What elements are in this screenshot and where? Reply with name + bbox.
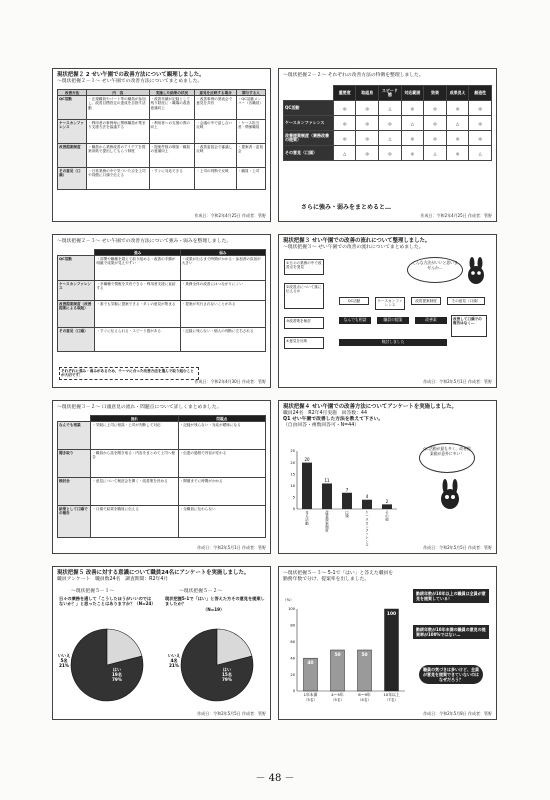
y-tick-label: 15 [290,472,295,477]
pie-label: はい 19名 79% [111,667,123,682]
data-label: 11 [324,477,330,483]
slide-title: 現状把握４ せい午園での改善方法についてアンケートを実施しました。 [283,404,457,410]
slide-subtitle: ～現状把握２－２～ それぞれの改善方法の特徴を整理しました。 [283,73,424,78]
flow-dark-box: 検討しました [339,339,447,346]
table-row: ケースカンファレンス ◎ ◎ ◎ △ ◎ △ ◎ [284,116,492,131]
bar [382,504,392,509]
table-header: 弱み [180,250,265,256]
x-tick-label: Q C 活動 [305,510,309,526]
data-label: 40 [307,661,314,667]
table-header: 実施した結果の状況 [149,90,195,96]
bar [362,500,372,509]
proposal-rate-bar-chart [281,587,409,715]
x-tick-label: 1年未満 [303,692,318,697]
x-tick-label: 改善提案制度 [325,510,329,533]
table-row: 改善提案制度 ・職員から業務改善のアイデアを提案用紙で提出してもらう制度 ・提案件数の増加・職員の意識向上 ・改善委員会で審議し反映 ・提案者・委員会 [58,144,266,168]
y-tick-label: 40 [290,656,295,661]
y-tick-label: 20 [290,672,295,677]
survey-question: 現状把握5-1で「はい」と答えた方その意見を提案しましたか？ [165,596,265,607]
table-row: 改善提案制度（改善提案による取組） ・誰でも気軽に提案できる・多くの意見が集まる ・提案が実行されないことがある [58,301,266,328]
flow-step: ②改善点について誰に伝えるか [284,283,324,309]
y-tick-label: 5 [292,495,295,500]
table-row: その意見（口頭） ・すぐに伝えられる・スピード感がある ・記録に残らない・個人の判断に左右される [58,328,266,352]
y-tick-label: 10 [290,484,295,488]
slide-survey-methods [278,400,497,554]
slide-subtitle: ～現状把握５－３～ 5-1で「はい」と答えた職員を勤務年数で分け、提案率を出しました。 [283,571,394,582]
table-header: 成果見え [446,86,469,101]
data-label: 2 [385,498,389,504]
callout-bubble: 職員の気づきは多いけど、全員が意見を提案できていないのはなぜだろう？ [419,665,483,684]
slide-improvement-methods [52,68,271,222]
slide-title: 現状把握２ 2 せい午園での政善方法について観理しました。 [57,72,205,78]
methods-bar-chart [283,439,403,547]
data-label: 4 [365,494,369,500]
table-header: 強み [95,250,180,256]
data-label: 50 [361,653,368,658]
table-header: 対応範囲 [401,86,424,101]
table-row: ケースカンファレンス ・利用者の事例毎に関係職員が集まり支援方法を協議する ・利用者への支援の質の向上 ・会議の中で話し合い反映 ・ケース担当者・関係職員 [58,120,266,144]
sub-heading: ～現状把握５－１～ [71,589,115,594]
table-header: 重要度 [333,86,356,101]
slide-proposal-rate [278,566,497,720]
callout-box: 勤続年数が10年以上の職員は全員が意見を提案している！ [413,589,489,603]
x-tick-label: 6〜9年 [358,692,371,697]
flow-problem-table [57,415,266,538]
flow-dark-box: 改善案 [415,317,447,324]
x-tick-label: 口頭 [345,510,349,519]
flow-step: ④意見を反映 [284,337,324,349]
slide-footer: 作成日：令和2年5月8日 作成者：管野 [423,711,492,716]
y-tick-label: 0 [292,689,295,694]
slide-method-evaluation [278,68,497,222]
y-axis-label: （%） [283,598,294,602]
slide-footer: 作成日：令和2年5月1日 作成者：管野 [197,545,266,550]
x-tick-sublabel: （5名） [330,698,345,702]
table-header: 内 容 [87,90,149,96]
slide-awareness-survey [52,566,271,720]
bar [322,483,332,509]
slide-oral-opinion-flow [52,400,271,554]
survey-meta: 職員アンケート 職員数24名 調査期間：R2年4月 [57,577,169,582]
table-row: QC活動 ・部署や職種を超えて取り組める・改善の手順が明確で成果が見えやすい ・成果が出るまで時間がかかる・参加者の負担が大きい [58,256,266,281]
survey-question: Q1 せい午園で改善した方法を教えて下さい。 [283,417,384,422]
x-tick-label: ケースカンファレンス [365,510,369,547]
table-header: 改善方法 [58,90,87,96]
x-tick-sublabel: （5名） [303,698,318,702]
slide-footer: 作成日：令和2年4月30日 作成者：管野 [194,379,266,384]
mascot-icon [437,479,463,513]
side-note-box: 改善して口頭での報告はなく… [451,315,487,337]
strength-weakness-table [57,249,266,352]
pie-label: いいえ 4名 21% [167,653,181,668]
survey-question: 日々の業務を通して「こうしたほうがいいのではないか？」と思ったことはありますか？（N=24） [59,596,156,607]
slide-footer: 作成日：令和2年5月1日 作成者：管野 [423,379,492,384]
table-row: 結果として口頭での報告 ・口頭で結果を職員に伝える ・全職員に伝わらない [58,506,266,538]
table-row: 改善提案制度（業務改善の提案） ◎ ◎ △ ◎ ◎ ◎ ◎ [284,131,492,146]
bar [385,609,399,691]
table-header: 問題点 [178,416,265,422]
slide-subtitle: ～現状把握３～ せい午園での改善の流れについてまとめました。 [283,245,424,250]
method-item: 改善提案制度 [411,297,441,305]
y-tick-label: 100 [288,607,295,612]
sub-heading: ～現状把握５－２～ [179,589,223,594]
y-tick-label: 0 [292,507,295,512]
data-label: 100 [386,612,397,617]
table-header: 意見を反映する場合 [195,90,237,96]
table-row: なんでも相談 ・気軽に上司に相談・上司が判断して対応 ・記録が残らない・対応が曖昧になる [58,422,266,450]
flow-step: ①日々の業務の中で改善点を発見 [284,259,324,275]
speech-bubble: QC活動が最も多く、改善提案箱が意外に多い！ [419,443,475,473]
data-label: 50 [334,653,341,658]
table-header: 取組易 [356,86,379,101]
speech-bubble: こんな方法がいいと思いませんか… [407,257,463,283]
slide-footer: 作成日：令和2年4月25日 作成者：管野 [194,213,266,218]
table-header: 創造性 [469,86,492,101]
survey-question-sub: （自由回答・複数回答可・N=44） [283,423,360,428]
method-item: ケースカンファレンス [375,297,405,310]
awareness-pie-chart [55,613,159,713]
x-tick-label: 10年以上 [383,692,400,697]
data-label: 7 [345,487,349,493]
x-tick-sublabel: （4名） [357,698,372,702]
x-tick-sublabel: （7名） [384,698,399,702]
x-tick-label: その他 [385,510,389,522]
table-header: 効果 [424,86,447,101]
flow-step: ③改善策を検討 [284,317,324,329]
flow-dark-box: なんでも相談 [339,317,371,324]
y-tick-label: 20 [290,460,295,465]
summary-caption: さらに強み・弱みをまとめると… [301,204,392,211]
method-item: その意見（口頭） [447,297,485,305]
data-label: 20 [304,457,310,463]
methods-table [57,89,266,190]
flow-dark-box: 職員の提案 [377,317,409,324]
slide-subtitle: ～現状把握３－２～ 口頭意見の流れ・問題点について詳しくまとめました。 [57,405,222,410]
table-row: 聞き取り ・職員から話を聞き取る・内容をまとめて上司へ報告 ・伝達の過程で内容が変わる [58,450,266,478]
slide-subtitle: ～現状把握２－３～ せい午園での改善方法について強み・弱みを整理しました。 [57,239,232,244]
survey-count: （N=19） [203,607,225,612]
table-header: 流れ [91,416,178,422]
bar [302,463,312,509]
table-row: QC活動 ◎ ◎ △ ◎ ◎ ◎ ◎ [284,101,492,116]
bar [342,493,352,509]
method-item: QC活動 [339,297,369,305]
pie-label: はい 15名 79% [221,667,233,682]
callout-box: 勤続年数が10年未満の職員の意見の提案率が100%ではない… [413,625,489,639]
proposal-pie-chart [165,613,269,713]
y-tick-label: 80 [290,623,295,628]
slide-subtitle: ～現状把握２－１～ せい午園での改善方法についてまとめました。 [57,79,203,84]
table-row: ケースカンファレンス ・多職種で情報を共有できる・利用者支援に直結する ・業務全体の改善にはつながりにくい [58,281,266,301]
slide-title: 現状把握３ せい午園での改善の流れについて整理しました。 [283,238,431,244]
table-row: その意見（口頭） ・日常業務の中で気づいた点を上司や同僚に口頭で伝える ・すぐに対応できる ・上司の判断で反映 ・職員・上司 [58,168,266,190]
note-box: それぞれに強み・弱みがあるため、テーマに合った改善方法を選んで取り組むことが大切です！ [59,367,199,380]
table-row: その意見（口頭） △ ◎ ◎ ◎ △ ◎ △ [284,146,492,161]
evaluation-table [283,85,492,161]
y-tick-label: 25 [290,449,295,454]
table-header: スピード感 [379,86,402,101]
survey-meta: 職員24名 R2年4月実施 回答数：44 [283,411,368,416]
slide-title: 現状把握５ 改善に対する意識について職員24名にアンケートを実施しました。 [57,570,250,576]
table-row: QC活動 ・正規職員やパート等の職員が参加し、改善目標設定の達成を目指す活動 ・改善実績が記録として残り財産に・職場の改善意識向上 ・改善事例の発表会で意見を共有 ・QC活動メンバー（各職員） [58,96,266,120]
slide-strengths-weaknesses [52,234,271,388]
table-row: 検討会 ・意見について検討会を開く・改善策を決める ・開催までに時間がかかる [58,478,266,506]
x-tick-label: 4〜5年 [331,692,344,697]
slide-footer: 作成日：令和2年5月5日 作成者：管野 [423,545,492,550]
mascot-icon [464,257,488,287]
slide-footer: 作成日：令和2年5月5日 作成者：管野 [197,711,266,716]
page-number: － 48 － [255,773,295,784]
slide-improvement-flow [278,234,497,388]
pie-label: いいえ 5名 21% [57,653,71,668]
table-header: 関与する人 [236,90,265,96]
slide-footer: 作成日：令和2年4月25日 作成者：管野 [420,213,492,218]
y-tick-label: 60 [290,640,295,644]
